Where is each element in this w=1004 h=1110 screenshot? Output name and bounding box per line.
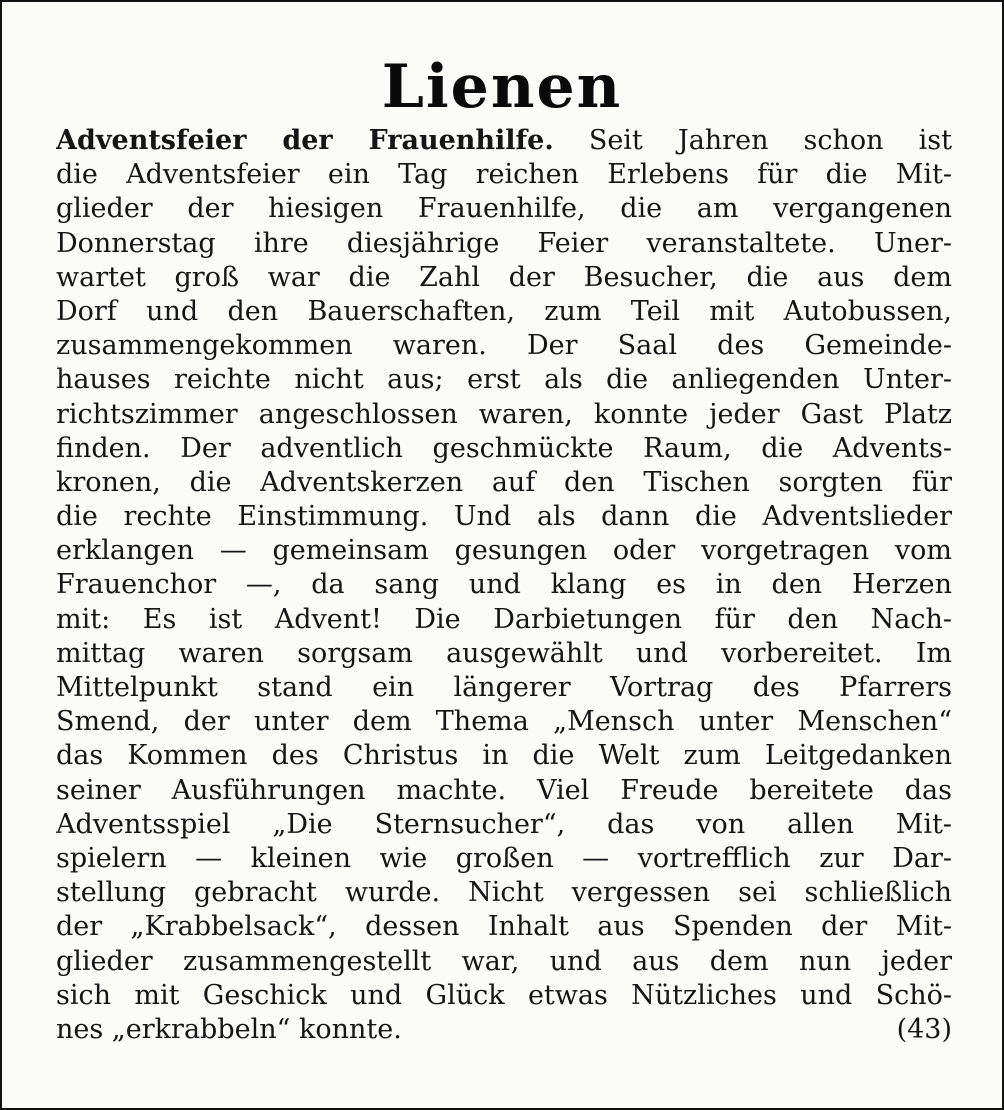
article-line: glieder zusammengestellt war, und aus dem nun jeder [56,945,952,977]
headline: Lienen [381,52,623,122]
article-line: das Kommen des Christus in die Welt zum Leitgedanken [56,740,952,772]
article-line: stellung gebracht wurde. Nicht vergessen sei schließlich [56,877,952,909]
article-line: erklangen — gemeinsam gesungen oder vorgetragen vom [56,535,952,567]
article-line: mittag waren sorgsam ausgewählt und vorbereitet. Im [56,637,952,669]
article-line: die Adventsfeier ein Tag reichen Erlebens für die Mit- [56,159,952,191]
article-reference: (43) [896,1013,952,1045]
article-line: der „Krabbelsack“, dessen Inhalt aus Spenden der Mit- [56,911,952,943]
article-line: Smend, der unter dem Thema „Mensch unter Menschen“ [56,706,952,738]
article-line: Mittelpunkt stand ein längerer Vortrag des Pfarrers [56,672,952,703]
article-last-line [56,1013,952,1047]
article-line [56,124,952,158]
article-line: wartet groß war die Zahl der Besucher, die aus dem [56,261,952,293]
article-line: Adventsspiel „Die Sternsucher“, das von allen Mit- [56,808,952,840]
article-line: Frauenchor —, da sang und klang es in den Herzen [56,569,952,601]
article-line: glieder der hiesigen Frauenhilfe, die am vergangenen [56,193,952,225]
article-line: zusammengekommen waren. Der Saal des Gemeinde- [56,330,952,362]
article-line: die rechte Einstimmung. Und als dann die Adventslieder [56,501,952,533]
article-body [56,124,952,1047]
article-line: spielern — kleinen wie großen — vortrefflich zur Dar- [56,842,952,874]
article-line: seiner Ausführungen machte. Viel Freude bereitete das [56,774,952,806]
article-lead: Adventsfeier der Frauenhilfe. [56,125,554,156]
article-line: richtszimmer angeschlossen waren, konnte jeder Gast Platz [56,398,952,430]
article-line: kronen, die Adventskerzen auf den Tischen sorgten für [56,466,952,498]
article-line: Dorf und den Bauerschaften, zum Teil mit Autobussen, [56,295,952,327]
article-line-text: Seit Jahren schon ist [553,125,952,156]
article-line-text: nes „erkrabbeln“ konnte. [56,1013,402,1045]
article-line: sich mit Geschick und Glück etwas Nützliches und Schö- [56,979,952,1011]
article-line: hauses reichte nicht aus; erst als die anliegenden Unter- [56,364,952,396]
article-line: mit: Es ist Advent! Die Darbietungen für den Nach- [56,603,952,635]
article-line: Donnerstag ihre diesjährige Feier veranstaltete. Uner- [56,227,952,259]
article-line: finden. Der adventlich geschmückte Raum, die Advents- [56,432,952,464]
